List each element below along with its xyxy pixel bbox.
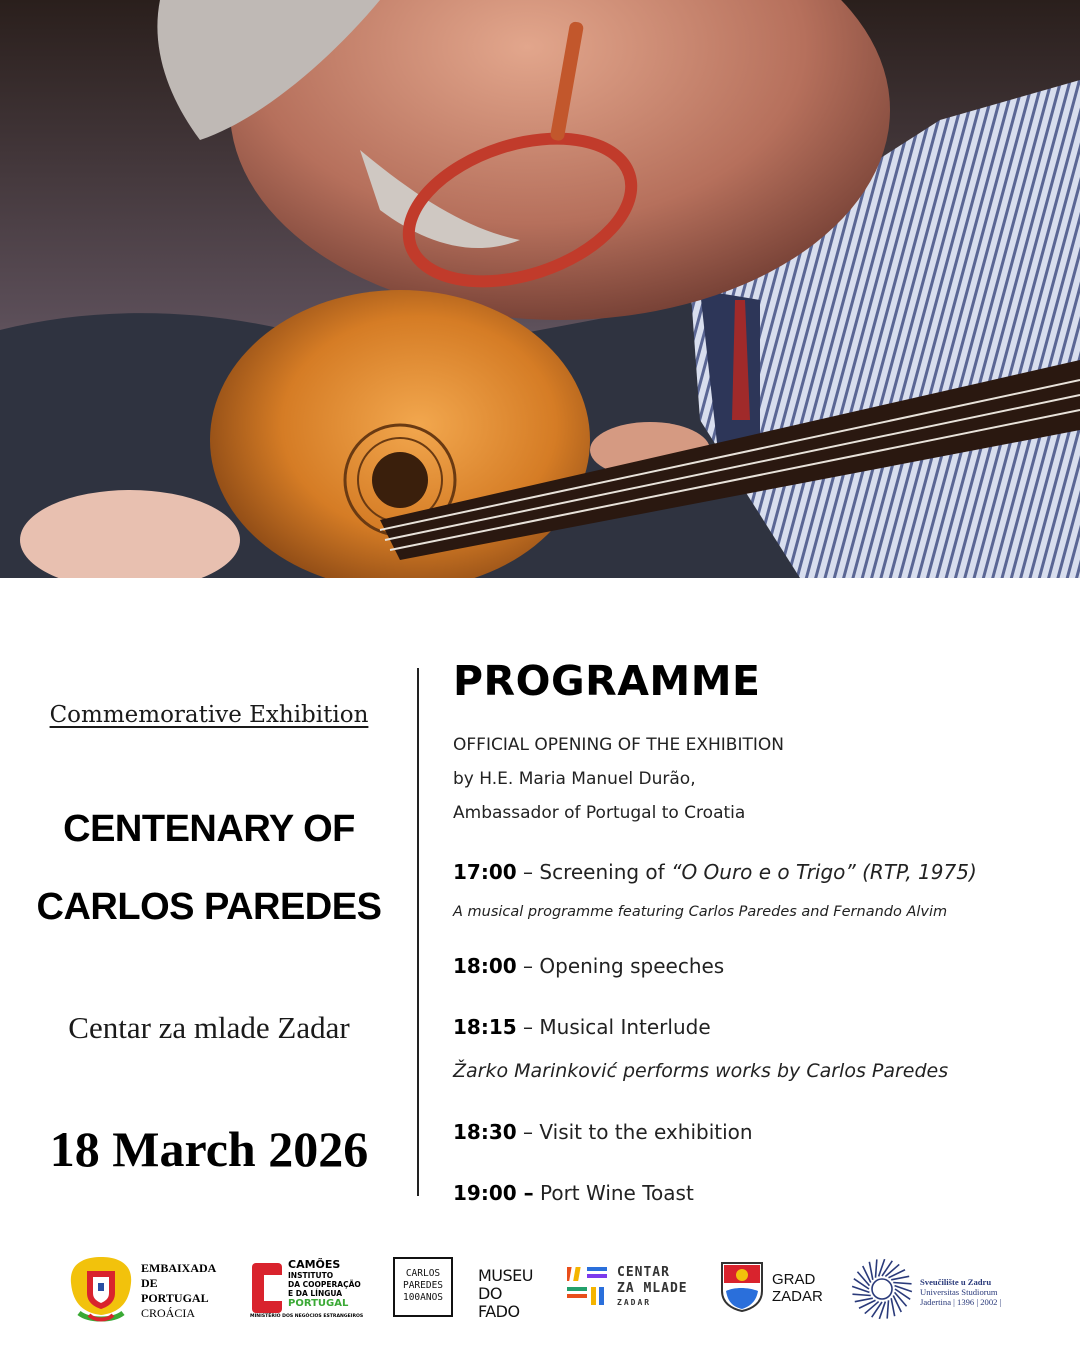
event-date: 18 March 2026 [49,1121,369,1177]
paredes-box [393,1257,453,1317]
grad-line1: GRAD [772,1271,816,1288]
paredes-line3: 100ANOS [402,1292,444,1303]
camoes-c-icon [252,1263,282,1313]
item-time: 19:00 – [453,1181,534,1205]
programme-item [453,1181,694,1205]
event-title [0,790,418,946]
event-title-line1: CENTENARY OF [63,808,355,850]
camoes-line3: DA COOPERAÇÃO [288,1280,361,1289]
column-divider [417,668,419,1196]
item-text: Port Wine Toast [539,1181,694,1205]
uni-text [920,1277,1001,1307]
embassy-line3: CROÁCIA [141,1306,196,1320]
uni-line1: Sveučilište u Zadru [920,1277,992,1287]
item-time: 17:00 [453,860,517,884]
embassy-text [141,1261,225,1321]
camoes-line2: INSTITUTO [288,1271,334,1280]
centar-stripes-icon [567,1265,611,1309]
item-text: Visit to the exhibition [539,1120,753,1144]
grad-line2: ZADAR [772,1288,823,1305]
paredes-line2: PAREDES [402,1280,444,1291]
official-line3: Ambassador of Portugal to Croatia [453,803,746,823]
museu-line1: MUSEU [478,1266,533,1285]
grad-text [772,1271,823,1305]
official-opening [453,728,784,830]
museu-line2: DO FADO [478,1284,520,1321]
subtitle: Commemorative Exhibition [49,702,369,728]
logo-centar-za-mlade [567,1245,697,1325]
programme-item-note: Žarko Marinković performs works by Carlos Paredes [453,1060,949,1082]
guitarist-photo-illustration [0,0,1080,578]
camoes-line5: PORTUGAL [288,1298,349,1309]
item-sep: – [516,1120,540,1144]
programme-item [453,1015,711,1039]
logo-carlos-paredes-100 [393,1245,455,1325]
camoes-line1: CAMÕES [288,1258,341,1271]
programme-item [453,954,724,978]
item-sep: – [516,954,540,978]
camoes-line4: E DA LÍNGUA [288,1289,343,1298]
logo-museu-do-fado [478,1245,546,1325]
programme-item [453,860,977,884]
zadar-coat-of-arms-icon [720,1261,764,1313]
hero-photo [0,0,1080,578]
programme-heading: PROGRAMME [453,657,761,705]
item-sep: – Screening of [516,860,672,884]
embassy-line2: DE PORTUGAL [141,1276,209,1305]
uni-line2: Universitas Studiorum [920,1287,998,1297]
item-time: 18:30 [453,1120,517,1144]
camoes-line6: MINISTÉRIO DOS NEGÓCIOS ESTRANGEIROS [250,1314,364,1319]
logo-camoes-instituto [250,1245,365,1325]
museu-text [478,1267,546,1321]
venue: Centar za mlade Zadar [68,1010,350,1045]
programme-item-note: A musical programme featuring Carlos Paredes and Fernando Alvim [453,904,948,920]
logo-grad-zadar [720,1245,830,1325]
centar-line1: CENTAR [617,1265,670,1280]
official-line1: OFFICIAL OPENING OF THE EXHIBITION [453,735,784,755]
paredes-line1: CARLOS [405,1268,441,1279]
item-text: Musical Interlude [539,1015,711,1039]
item-time: 18:15 [453,1015,517,1039]
portugal-coat-of-arms-icon [65,1253,137,1323]
camoes-text [288,1259,361,1309]
centar-text [617,1265,688,1309]
item-time: 18:00 [453,954,517,978]
university-sunburst-icon [850,1257,914,1321]
logo-university-zadar [850,1245,1020,1325]
official-line2: by H.E. Maria Manuel Durão, [453,769,696,789]
embassy-line1: EMBAIXADA [141,1261,217,1275]
sponsor-logos [0,1245,1080,1325]
programme-item [453,1120,753,1144]
logo-embassy-portugal [65,1245,225,1325]
centar-line3: ZADAR [617,1298,652,1307]
centar-line2: ZA MLADE [617,1281,688,1296]
item-sep: – [516,1015,540,1039]
item-text: “O Ouro e o Trigo” (RTP, 1975) [671,860,977,884]
event-title-line2: CARLOS PAREDES [36,886,382,928]
uni-line3: Jadertina | 1396 | 2002 | [920,1297,1002,1307]
item-text: Opening speeches [539,954,725,978]
